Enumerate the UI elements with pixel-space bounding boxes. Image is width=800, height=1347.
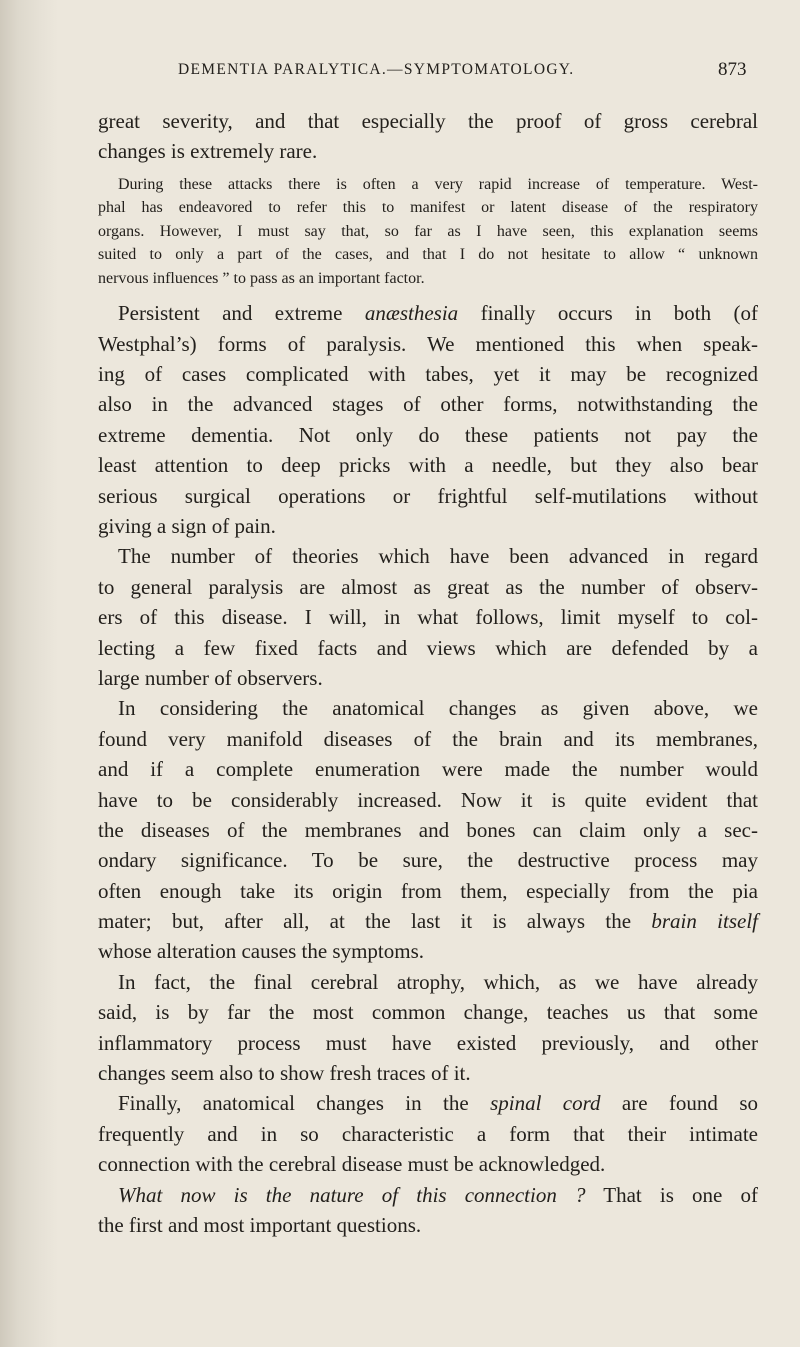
text-line: nervous influences ” to pass as an important factor. bbox=[98, 269, 425, 287]
text-line: the first and most important questions. bbox=[98, 1213, 422, 1237]
text-line: suited to only a part of the cases, and that I do not hesitate to allow “ unknown bbox=[98, 246, 758, 264]
text-line: least attention to deep pricks with a needle, but they also bear bbox=[98, 453, 758, 478]
text-line: frequently and in so characteristic a form that their intimate bbox=[98, 1121, 758, 1146]
text-segment: mater; but, after all, at the last it is always the bbox=[98, 909, 652, 934]
text-line: The number of theories which have been advanced in regard bbox=[118, 544, 758, 569]
body-text bbox=[98, 106, 758, 1240]
text-line: ing of cases complicated with tabes, yet it may be recognized bbox=[98, 362, 758, 387]
text-line: changes seem also to show fresh traces of it. bbox=[98, 1061, 471, 1086]
italic-question: What now is the nature of this connection ? bbox=[118, 1182, 586, 1207]
text-line: found very manifold diseases of the brain and its membranes, bbox=[98, 726, 758, 751]
text-line bbox=[98, 1180, 758, 1210]
text-line: have to be considerably increased. Now it is quite evident that bbox=[98, 787, 758, 812]
text-line: the diseases of the membranes and bones can claim only a sec- bbox=[98, 817, 758, 842]
text-segment: Finally, anatomical changes in the bbox=[118, 1091, 491, 1116]
text-line: also in the advanced stages of other forms, notwithstanding the bbox=[98, 392, 758, 417]
text-segment: Persistent and extreme bbox=[118, 301, 365, 326]
italic-term-brain-itself: brain itself bbox=[651, 909, 758, 934]
italic-term-spinal-cord: spinal cord bbox=[490, 1091, 601, 1116]
text-line: inflammatory process must have existed previously, and other bbox=[98, 1030, 758, 1055]
text-line: During these attacks there is often a very rapid increase of temperature. West- bbox=[118, 175, 758, 193]
text-line: connection with the cerebral disease must be acknowledged. bbox=[98, 1152, 606, 1177]
text-line: lecting a few fixed facts and views which are defended by a bbox=[98, 635, 758, 660]
text-line bbox=[98, 906, 758, 936]
running-head bbox=[0, 61, 800, 85]
text-line: large number of observers. bbox=[98, 665, 323, 690]
running-title: DEMENTIA PARALYTICA.—SYMPTOMATOLOGY. bbox=[178, 61, 575, 78]
italic-term-anaesthesia: anæsthesia bbox=[364, 301, 459, 326]
text-line: said, is by far the most common change, teaches us that some bbox=[98, 1000, 758, 1025]
text-line bbox=[98, 1088, 758, 1118]
text-line: often enough take its origin from them, especially from the pia bbox=[98, 878, 758, 903]
small-print-note bbox=[98, 173, 758, 291]
text-line: In fact, the final cerebral atrophy, which, as we have already bbox=[118, 969, 758, 994]
text-segment: are found so bbox=[600, 1091, 758, 1116]
text-line: In considering the anatomical changes as given above, we bbox=[118, 696, 758, 721]
text-line: organs. However, I must say that, so far as I have seen, this explanation seems bbox=[98, 222, 758, 240]
paragraph-1 bbox=[98, 106, 758, 167]
paragraph-2 bbox=[98, 298, 758, 541]
paragraph-4 bbox=[98, 693, 758, 967]
text-line: ondary significance. To be sure, the destructive process may bbox=[98, 848, 758, 873]
text-line: whose alteration causes the symptoms. bbox=[98, 939, 425, 964]
text-segment: finally occurs in both (of bbox=[458, 301, 759, 326]
text-line: great severity, and that especially the proof of gross cerebral bbox=[98, 109, 758, 133]
text-line: phal has endeavored to refer this to manifest or latent disease of the respiratory bbox=[98, 199, 758, 217]
paragraph-5 bbox=[98, 967, 758, 1089]
text-line: extreme dementia. Not only do these patients not pay the bbox=[98, 422, 758, 447]
text-line: Westphal’s) forms of paralysis. We mentioned this when speak- bbox=[98, 331, 758, 356]
text-line: and if a complete enumeration were made the number would bbox=[98, 757, 758, 782]
text-line: serious surgical operations or frightful self-mutilations without bbox=[98, 483, 758, 508]
text-line: ers of this disease. I will, in what follows, limit myself to col- bbox=[98, 605, 758, 630]
text-line bbox=[98, 298, 758, 328]
paragraph-6 bbox=[98, 1088, 758, 1240]
text-line: changes is extremely rare. bbox=[98, 139, 318, 164]
page-number: 873 bbox=[718, 59, 747, 80]
text-segment: That is one of bbox=[585, 1182, 758, 1207]
text-line: to general paralysis are almost as great as the number of observ- bbox=[98, 574, 758, 599]
text-line: giving a sign of pain. bbox=[98, 514, 276, 539]
paragraph-3 bbox=[98, 541, 758, 693]
